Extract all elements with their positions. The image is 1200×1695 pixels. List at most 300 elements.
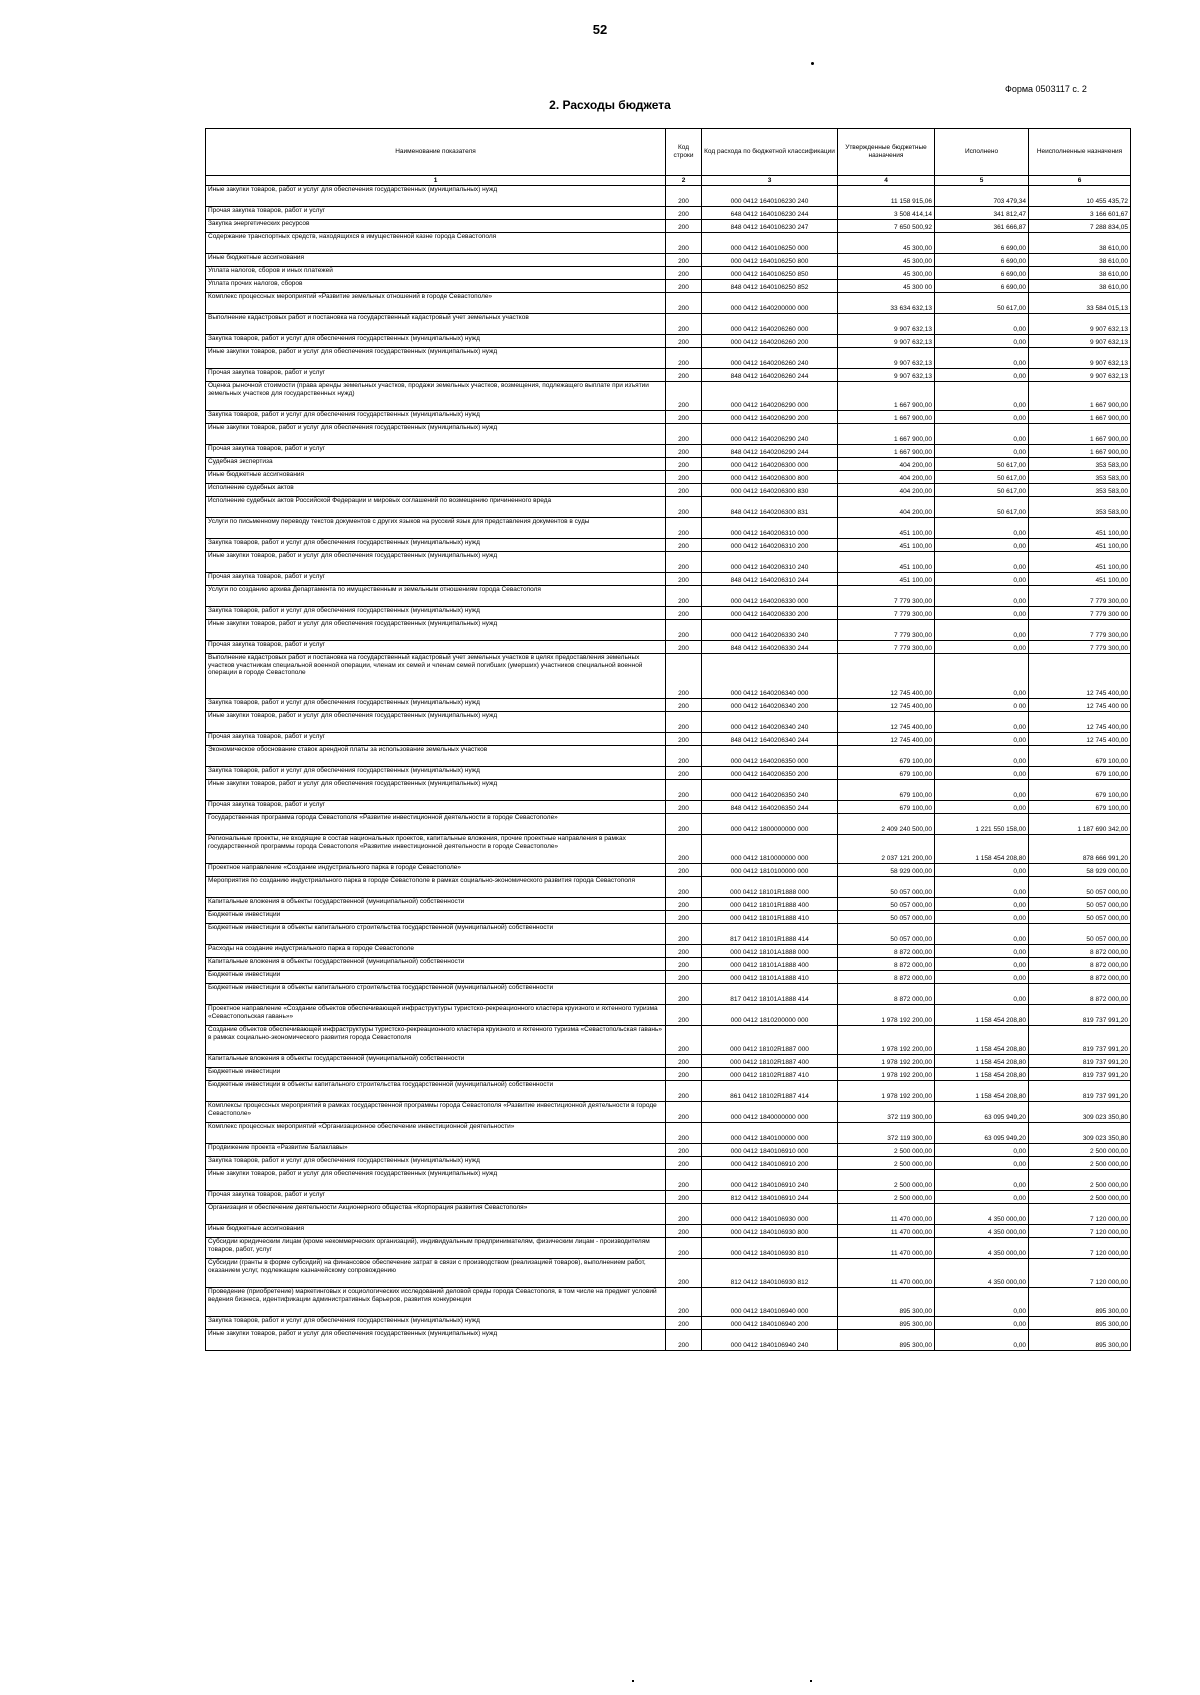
row-unexecuted: 7 120 000,00 [1029, 1238, 1131, 1259]
row-line-code: 200 [666, 607, 702, 620]
row-classification-code: 000 0412 18101A1888 410 [702, 971, 838, 984]
row-unexecuted: 8 872 000,00 [1029, 958, 1131, 971]
row-name: Оценка рыночной стоимости (права аренды земельных участков, продажи земельных участков, возмещения, подлежащего выплате при изъятии земельных участков для государственных нужд) [206, 382, 666, 411]
table-row [206, 1238, 1131, 1259]
row-approved: 12 745 400,00 [838, 733, 935, 746]
row-approved: 50 057 000,00 [838, 898, 935, 911]
row-approved: 2 037 121 200,00 [838, 835, 935, 864]
table-row [206, 207, 1131, 220]
table-row [206, 877, 1131, 898]
row-classification-code: 000 0412 1840106940 200 [702, 1317, 838, 1330]
table-row [206, 780, 1131, 801]
row-unexecuted: 679 100,00 [1029, 780, 1131, 801]
row-line-code: 200 [666, 254, 702, 267]
row-unexecuted: 7 288 834,05 [1029, 220, 1131, 233]
row-line-code: 200 [666, 497, 702, 518]
table-row [206, 971, 1131, 984]
row-executed: 50 617,00 [935, 497, 1029, 518]
row-line-code: 200 [666, 1259, 702, 1288]
row-unexecuted: 679 100,00 [1029, 746, 1131, 767]
row-line-code: 200 [666, 835, 702, 864]
row-approved: 1 667 900,00 [838, 445, 935, 458]
row-classification-code: 648 0412 1640106230 244 [702, 207, 838, 220]
row-line-code: 200 [666, 911, 702, 924]
row-unexecuted: 1 667 900,00 [1029, 382, 1131, 411]
row-name: Прочая закупка товаров, работ и услуг [206, 369, 666, 382]
table-body [206, 186, 1131, 1351]
row-unexecuted: 353 583,00 [1029, 471, 1131, 484]
row-name: Проектное направление «Создание индустриального парка в городе Севастополе» [206, 864, 666, 877]
row-executed: 50 617,00 [935, 458, 1029, 471]
row-approved: 9 907 632,13 [838, 369, 935, 382]
row-line-code: 200 [666, 699, 702, 712]
row-line-code: 200 [666, 1204, 702, 1225]
row-approved: 404 200,00 [838, 458, 935, 471]
table-row [206, 471, 1131, 484]
row-executed: 6 690,00 [935, 267, 1029, 280]
row-line-code: 200 [666, 586, 702, 607]
row-unexecuted: 2 500 000,00 [1029, 1170, 1131, 1191]
table-row [206, 445, 1131, 458]
row-classification-code: 848 0412 1640206310 244 [702, 573, 838, 586]
row-unexecuted: 819 737 991,20 [1029, 1005, 1131, 1026]
row-unexecuted: 1 667 900,00 [1029, 445, 1131, 458]
table-row [206, 699, 1131, 712]
row-classification-code: 848 0412 1640206290 244 [702, 445, 838, 458]
row-executed: 63 095 949,20 [935, 1102, 1029, 1123]
row-executed: 0,00 [935, 911, 1029, 924]
row-classification-code: 000 0412 1840106940 000 [702, 1288, 838, 1317]
row-approved: 11 470 000,00 [838, 1225, 935, 1238]
row-name: Закупка энергетических ресурсов [206, 220, 666, 233]
row-executed: 1 158 454 208,80 [935, 1005, 1029, 1026]
table-row [206, 958, 1131, 971]
row-approved: 7 779 300,00 [838, 620, 935, 641]
row-name: Экономическое обоснование ставок арендной платы за использование земельных участков [206, 746, 666, 767]
row-unexecuted: 2 500 000,00 [1029, 1144, 1131, 1157]
table-row [206, 586, 1131, 607]
row-approved: 2 409 240 500,00 [838, 814, 935, 835]
row-classification-code: 000 0412 1840106940 240 [702, 1330, 838, 1351]
row-unexecuted: 895 300,00 [1029, 1317, 1131, 1330]
row-line-code: 200 [666, 1225, 702, 1238]
row-unexecuted: 679 100,00 [1029, 801, 1131, 814]
row-approved: 45 300,00 [838, 267, 935, 280]
row-unexecuted: 1 667 900,00 [1029, 424, 1131, 445]
table-row [206, 267, 1131, 280]
row-unexecuted: 819 737 991,20 [1029, 1081, 1131, 1102]
table-row [206, 1005, 1131, 1026]
table-row [206, 801, 1131, 814]
row-approved: 9 907 632,13 [838, 314, 935, 335]
row-classification-code: 000 0412 1640206290 000 [702, 382, 838, 411]
row-approved: 2 500 000,00 [838, 1157, 935, 1170]
section-title: 2. Расходы бюджета [549, 98, 671, 112]
row-approved: 12 745 400,00 [838, 712, 935, 733]
form-code: Форма 0503117 с. 2 [1005, 84, 1087, 94]
row-executed: 6 690,00 [935, 280, 1029, 293]
row-classification-code: 000 0412 1840106930 000 [702, 1204, 838, 1225]
row-classification-code: 000 0412 1640206260 200 [702, 335, 838, 348]
row-executed: 0,00 [935, 1191, 1029, 1204]
row-approved: 679 100,00 [838, 780, 935, 801]
row-name: Иные закупки товаров, работ и услуг для обеспечения государственных (муниципальных) нужд [206, 424, 666, 445]
row-line-code: 200 [666, 1026, 702, 1055]
row-approved: 45 300 00 [838, 280, 935, 293]
row-classification-code: 000 0412 1640200000 000 [702, 293, 838, 314]
row-unexecuted: 7 779 300,00 [1029, 586, 1131, 607]
table-row [206, 539, 1131, 552]
row-executed: 0 00 [935, 699, 1029, 712]
row-name: Иные закупки товаров, работ и услуг для обеспечения государственных (муниципальных) нужд [206, 552, 666, 573]
row-line-code: 200 [666, 877, 702, 898]
row-unexecuted: 309 023 350,80 [1029, 1102, 1131, 1123]
table-row [206, 1330, 1131, 1351]
row-classification-code: 000 0412 1640206330 200 [702, 607, 838, 620]
row-unexecuted: 819 737 991,20 [1029, 1026, 1131, 1055]
row-name: Содержание транспортных средств, находящихся в имущественной казне города Севастополя [206, 233, 666, 254]
row-name: Субсидии юридическим лицам (кроме некоммерческих организаций), индивидуальным предпринимателям, физическим лицам - производителям товаров, работ, услуг [206, 1238, 666, 1259]
row-line-code: 200 [666, 445, 702, 458]
row-name: Прочая закупка товаров, работ и услуг [206, 1191, 666, 1204]
row-classification-code: 000 0412 1640206300 800 [702, 471, 838, 484]
row-classification-code: 000 0412 1810100000 000 [702, 864, 838, 877]
row-classification-code: 000 0412 1640206340 200 [702, 699, 838, 712]
row-approved: 12 745 400,00 [838, 699, 935, 712]
header-line-code: Код строки [666, 129, 702, 176]
row-unexecuted: 12 745 400,00 [1029, 733, 1131, 746]
table-row [206, 369, 1131, 382]
table-row [206, 898, 1131, 911]
row-line-code: 200 [666, 1005, 702, 1026]
row-name: Закупка товаров, работ и услуг для обеспечения государственных (муниципальных) нужд [206, 411, 666, 424]
row-classification-code: 817 0412 18101R1888 414 [702, 924, 838, 945]
row-approved: 679 100,00 [838, 801, 935, 814]
row-line-code: 200 [666, 293, 702, 314]
row-classification-code: 848 0412 1640206300 831 [702, 497, 838, 518]
table-row [206, 1026, 1131, 1055]
row-approved: 404 200,00 [838, 497, 935, 518]
row-executed: 1 158 454 208,80 [935, 1026, 1029, 1055]
row-classification-code: 000 0412 1840000000 000 [702, 1102, 838, 1123]
table-row [206, 746, 1131, 767]
row-approved: 1 667 900,00 [838, 382, 935, 411]
column-number: 3 [702, 176, 838, 186]
row-unexecuted: 895 300,00 [1029, 1330, 1131, 1351]
row-name: Расходы на создание индустриального парка в городе Севастополе [206, 945, 666, 958]
row-line-code: 200 [666, 424, 702, 445]
row-approved: 8 872 000,00 [838, 958, 935, 971]
row-name: Комплексы процессных мероприятий в рамках государственной программы города Севастополя «Развитие инвестиционной деятельности в городе Севастополе» [206, 1102, 666, 1123]
row-executed: 0,00 [935, 767, 1029, 780]
scan-dot [632, 1680, 634, 1682]
row-executed: 0,00 [935, 1317, 1029, 1330]
row-classification-code: 000 0412 1640206300 000 [702, 458, 838, 471]
row-classification-code: 000 0412 1640206260 240 [702, 348, 838, 369]
row-unexecuted: 50 057 000,00 [1029, 898, 1131, 911]
row-executed: 4 350 000,00 [935, 1238, 1029, 1259]
row-executed: 50 617,00 [935, 471, 1029, 484]
expenses-table [205, 128, 1131, 1351]
row-approved: 679 100,00 [838, 767, 935, 780]
row-approved: 451 100,00 [838, 518, 935, 539]
row-name: Услуги по письменному переводу текстов документов с других языков на русский язык для представления документов в суды [206, 518, 666, 539]
row-name: Капитальные вложения в объекты государственной (муниципальной) собственности [206, 1055, 666, 1068]
row-executed: 1 158 454 208,80 [935, 1081, 1029, 1102]
row-name: Комплекс процессных мероприятий «Организационное обеспечение инвестиционной деятельности» [206, 1123, 666, 1144]
table-row [206, 348, 1131, 369]
row-classification-code: 000 0412 1640206310 240 [702, 552, 838, 573]
row-name: Бюджетные инвестиции в объекты капитального строительства государственной (муниципальной) собственности [206, 1081, 666, 1102]
row-approved: 8 872 000,00 [838, 984, 935, 1005]
row-line-code: 200 [666, 280, 702, 293]
page-number: 52 [592, 22, 608, 37]
row-classification-code: 000 0412 1640206350 000 [702, 746, 838, 767]
row-unexecuted: 12 745 400,00 [1029, 712, 1131, 733]
table-row [206, 497, 1131, 518]
row-line-code: 200 [666, 382, 702, 411]
row-unexecuted: 2 500 000,00 [1029, 1157, 1131, 1170]
row-executed: 0,00 [935, 411, 1029, 424]
row-approved: 451 100,00 [838, 573, 935, 586]
row-line-code: 200 [666, 186, 702, 207]
row-executed: 0,00 [935, 1157, 1029, 1170]
row-executed: 0,00 [935, 573, 1029, 586]
table-row [206, 335, 1131, 348]
table-row [206, 518, 1131, 539]
row-name: Выполнение кадастровых работ и постановка на государственный кадастровый учет земельных участков [206, 314, 666, 335]
row-name: Бюджетные инвестиции [206, 1068, 666, 1081]
row-line-code: 200 [666, 552, 702, 573]
row-approved: 33 634 632,13 [838, 293, 935, 314]
row-name: Субсидии (гранты в форме субсидий) на финансовое обеспечение затрат в связи с производством (реализацией товаров), выполнением работ, оказанием услуг, подлежащие казначейскому сопровождению [206, 1259, 666, 1288]
row-executed: 0,00 [935, 382, 1029, 411]
row-name: Закупка товаров, работ и услуг для обеспечения государственных (муниципальных) нужд [206, 335, 666, 348]
row-name: Закупка товаров, работ и услуг для обеспечения государственных (муниципальных) нужд [206, 1317, 666, 1330]
row-executed: 4 350 000,00 [935, 1259, 1029, 1288]
row-classification-code: 000 0412 1640206350 200 [702, 767, 838, 780]
row-name: Закупка товаров, работ и услуг для обеспечения государственных (муниципальных) нужд [206, 1157, 666, 1170]
row-unexecuted: 9 907 632,13 [1029, 314, 1131, 335]
row-name: Прочая закупка товаров, работ и услуг [206, 573, 666, 586]
row-classification-code: 000 0412 18101R1888 410 [702, 911, 838, 924]
row-executed: 0,00 [935, 620, 1029, 641]
table-row [206, 314, 1131, 335]
row-executed: 0,00 [935, 712, 1029, 733]
row-line-code: 200 [666, 971, 702, 984]
row-unexecuted: 309 023 350,80 [1029, 1123, 1131, 1144]
row-line-code: 200 [666, 1102, 702, 1123]
row-line-code: 200 [666, 924, 702, 945]
column-number: 5 [935, 176, 1029, 186]
row-executed: 0,00 [935, 924, 1029, 945]
row-line-code: 200 [666, 641, 702, 654]
row-name: Услуги по созданию архива Департамента по имущественным и земельным отношениям города Севастополя [206, 586, 666, 607]
row-unexecuted: 679 100,00 [1029, 767, 1131, 780]
row-approved: 404 200,00 [838, 484, 935, 497]
row-line-code: 200 [666, 958, 702, 971]
row-approved: 11 470 000,00 [838, 1259, 935, 1288]
table-row [206, 220, 1131, 233]
row-approved: 2 500 000,00 [838, 1191, 935, 1204]
row-line-code: 200 [666, 518, 702, 539]
row-classification-code: 000 0412 1640206330 240 [702, 620, 838, 641]
row-executed: 0,00 [935, 335, 1029, 348]
row-classification-code: 848 0412 1640206260 244 [702, 369, 838, 382]
row-line-code: 200 [666, 1288, 702, 1317]
row-executed: 0,00 [935, 552, 1029, 573]
row-executed: 0,00 [935, 539, 1029, 552]
row-approved: 1 667 900,00 [838, 424, 935, 445]
table-row [206, 458, 1131, 471]
row-classification-code: 000 0412 1640106250 850 [702, 267, 838, 280]
row-line-code: 200 [666, 207, 702, 220]
row-executed: 1 158 454 208,80 [935, 1068, 1029, 1081]
table-row [206, 424, 1131, 445]
row-line-code: 200 [666, 267, 702, 280]
table-row [206, 186, 1131, 207]
row-unexecuted: 878 666 991,20 [1029, 835, 1131, 864]
table-row [206, 1204, 1131, 1225]
row-approved: 895 300,00 [838, 1288, 935, 1317]
row-unexecuted: 12 745 400 00 [1029, 699, 1131, 712]
row-line-code: 200 [666, 1081, 702, 1102]
table-row [206, 1225, 1131, 1238]
table-row [206, 654, 1131, 699]
table-row [206, 382, 1131, 411]
row-name: Государственная программа города Севастополя «Развитие инвестиционной деятельности в городе Севастополе» [206, 814, 666, 835]
row-executed: 0,00 [935, 445, 1029, 458]
row-approved: 1 978 192 200,00 [838, 1005, 935, 1026]
table-row [206, 864, 1131, 877]
row-unexecuted: 353 583,00 [1029, 484, 1131, 497]
row-executed: 63 095 949,20 [935, 1123, 1029, 1144]
row-classification-code: 812 0412 1840106910 244 [702, 1191, 838, 1204]
row-classification-code: 000 0412 1840106910 240 [702, 1170, 838, 1191]
row-classification-code: 848 0412 1640206340 244 [702, 733, 838, 746]
row-classification-code: 000 0412 1640206310 000 [702, 518, 838, 539]
row-line-code: 200 [666, 654, 702, 699]
row-unexecuted: 819 737 991,20 [1029, 1055, 1131, 1068]
row-name: Бюджетные инвестиции в объекты капитального строительства государственной (муниципальной) собственности [206, 924, 666, 945]
column-number: 4 [838, 176, 935, 186]
row-name: Иные бюджетные ассигнования [206, 471, 666, 484]
row-classification-code: 000 0412 1840106910 200 [702, 1157, 838, 1170]
row-classification-code: 000 0412 1640206340 240 [702, 712, 838, 733]
row-unexecuted: 10 455 435,72 [1029, 186, 1131, 207]
row-name: Прочая закупка товаров, работ и услуг [206, 641, 666, 654]
table-row [206, 573, 1131, 586]
row-line-code: 200 [666, 484, 702, 497]
row-name: Создание объектов обеспечивающей инфраструктуры туристско-рекреационного кластера круизного и яхтенного туризма «Севастопольская гавань» в рамках социально-экономического развития города Севастополя [206, 1026, 666, 1055]
row-approved: 50 057 000,00 [838, 911, 935, 924]
row-name: Проектное направление «Создание объектов обеспечивающей инфраструктуры туристско-рекреационного кластера круизного и яхтенного туризма «Севастопольская гавань»» [206, 1005, 666, 1026]
row-classification-code: 848 0412 1640106230 247 [702, 220, 838, 233]
row-approved: 1 978 192 200,00 [838, 1026, 935, 1055]
row-unexecuted: 58 929 000,00 [1029, 864, 1131, 877]
row-name: Иные закупки товаров, работ и услуг для обеспечения государственных (муниципальных) нужд [206, 620, 666, 641]
row-unexecuted: 7 779 300 00 [1029, 607, 1131, 620]
row-unexecuted: 7 779 300,00 [1029, 620, 1131, 641]
row-approved: 3 508 414,14 [838, 207, 935, 220]
row-approved: 2 500 000,00 [838, 1170, 935, 1191]
header-executed: Исполнено [935, 129, 1029, 176]
row-classification-code: 848 0412 1640206330 244 [702, 641, 838, 654]
row-classification-code: 000 0412 1640106250 800 [702, 254, 838, 267]
row-unexecuted: 12 745 400,00 [1029, 654, 1131, 699]
table-row [206, 233, 1131, 254]
row-approved: 2 500 000,00 [838, 1144, 935, 1157]
row-name: Проведение (приобретение) маркетинговых и социологических исследований деловой среды города Севастополя, в том числе на предмет условий ведения бизнеса, идентификации административных барьеров, развития конкуренции [206, 1288, 666, 1317]
row-executed: 0,00 [935, 898, 1029, 911]
row-approved: 8 872 000,00 [838, 945, 935, 958]
table-row [206, 1123, 1131, 1144]
row-approved: 895 300,00 [838, 1317, 935, 1330]
row-approved: 372 119 300,00 [838, 1123, 935, 1144]
row-name: Уплата прочих налогов, сборов [206, 280, 666, 293]
row-classification-code: 861 0412 18102R1887 414 [702, 1081, 838, 1102]
row-classification-code: 000 0412 18101R1888 400 [702, 898, 838, 911]
row-executed: 0,00 [935, 1330, 1029, 1351]
column-number: 2 [666, 176, 702, 186]
row-classification-code: 000 0412 1640206330 000 [702, 586, 838, 607]
row-unexecuted: 8 872 000,00 [1029, 971, 1131, 984]
row-line-code: 200 [666, 801, 702, 814]
row-executed: 0,00 [935, 369, 1029, 382]
row-line-code: 200 [666, 712, 702, 733]
row-line-code: 200 [666, 1068, 702, 1081]
table-row [206, 1055, 1131, 1068]
row-name: Иные закупки товаров, работ и услуг для обеспечения государственных (муниципальных) нужд [206, 1170, 666, 1191]
row-line-code: 200 [666, 733, 702, 746]
table-row [206, 280, 1131, 293]
row-approved: 7 779 300,00 [838, 641, 935, 654]
row-line-code: 200 [666, 335, 702, 348]
row-executed: 1 158 454 208,80 [935, 1055, 1029, 1068]
row-classification-code: 000 0412 18101A1888 000 [702, 945, 838, 958]
row-classification-code: 000 0412 1640206300 830 [702, 484, 838, 497]
row-classification-code: 000 0412 18102R1887 400 [702, 1055, 838, 1068]
row-unexecuted: 1 187 690 342,00 [1029, 814, 1131, 835]
row-name: Иные закупки товаров, работ и услуг для обеспечения государственных (муниципальных) нужд [206, 186, 666, 207]
table-row [206, 1081, 1131, 1102]
row-approved: 7 779 300,00 [838, 607, 935, 620]
row-executed: 0,00 [935, 518, 1029, 539]
table-row [206, 1157, 1131, 1170]
row-approved: 1 978 192 200,00 [838, 1081, 935, 1102]
row-executed: 0,00 [935, 424, 1029, 445]
row-line-code: 200 [666, 620, 702, 641]
table-row [206, 945, 1131, 958]
row-name: Комплекс процессных мероприятий «Развитие земельных отношений в городе Севастополе» [206, 293, 666, 314]
row-classification-code: 000 0412 1640206290 200 [702, 411, 838, 424]
row-unexecuted: 353 583,00 [1029, 458, 1131, 471]
row-approved: 12 745 400,00 [838, 654, 935, 699]
row-name: Судебная экспертиза [206, 458, 666, 471]
row-executed: 4 350 000,00 [935, 1204, 1029, 1225]
scan-dot [811, 62, 814, 65]
row-approved: 8 872 000,00 [838, 971, 935, 984]
row-name: Капитальные вложения в объекты государственной (муниципальной) собственности [206, 898, 666, 911]
row-unexecuted: 50 057 000,00 [1029, 924, 1131, 945]
table-row [206, 733, 1131, 746]
row-line-code: 200 [666, 1055, 702, 1068]
row-executed: 0,00 [935, 801, 1029, 814]
row-unexecuted: 50 057 000,00 [1029, 877, 1131, 898]
row-name: Иные закупки товаров, работ и услуг для обеспечения государственных (муниципальных) нужд [206, 712, 666, 733]
row-unexecuted: 2 500 000,00 [1029, 1191, 1131, 1204]
row-approved: 9 907 632,13 [838, 335, 935, 348]
